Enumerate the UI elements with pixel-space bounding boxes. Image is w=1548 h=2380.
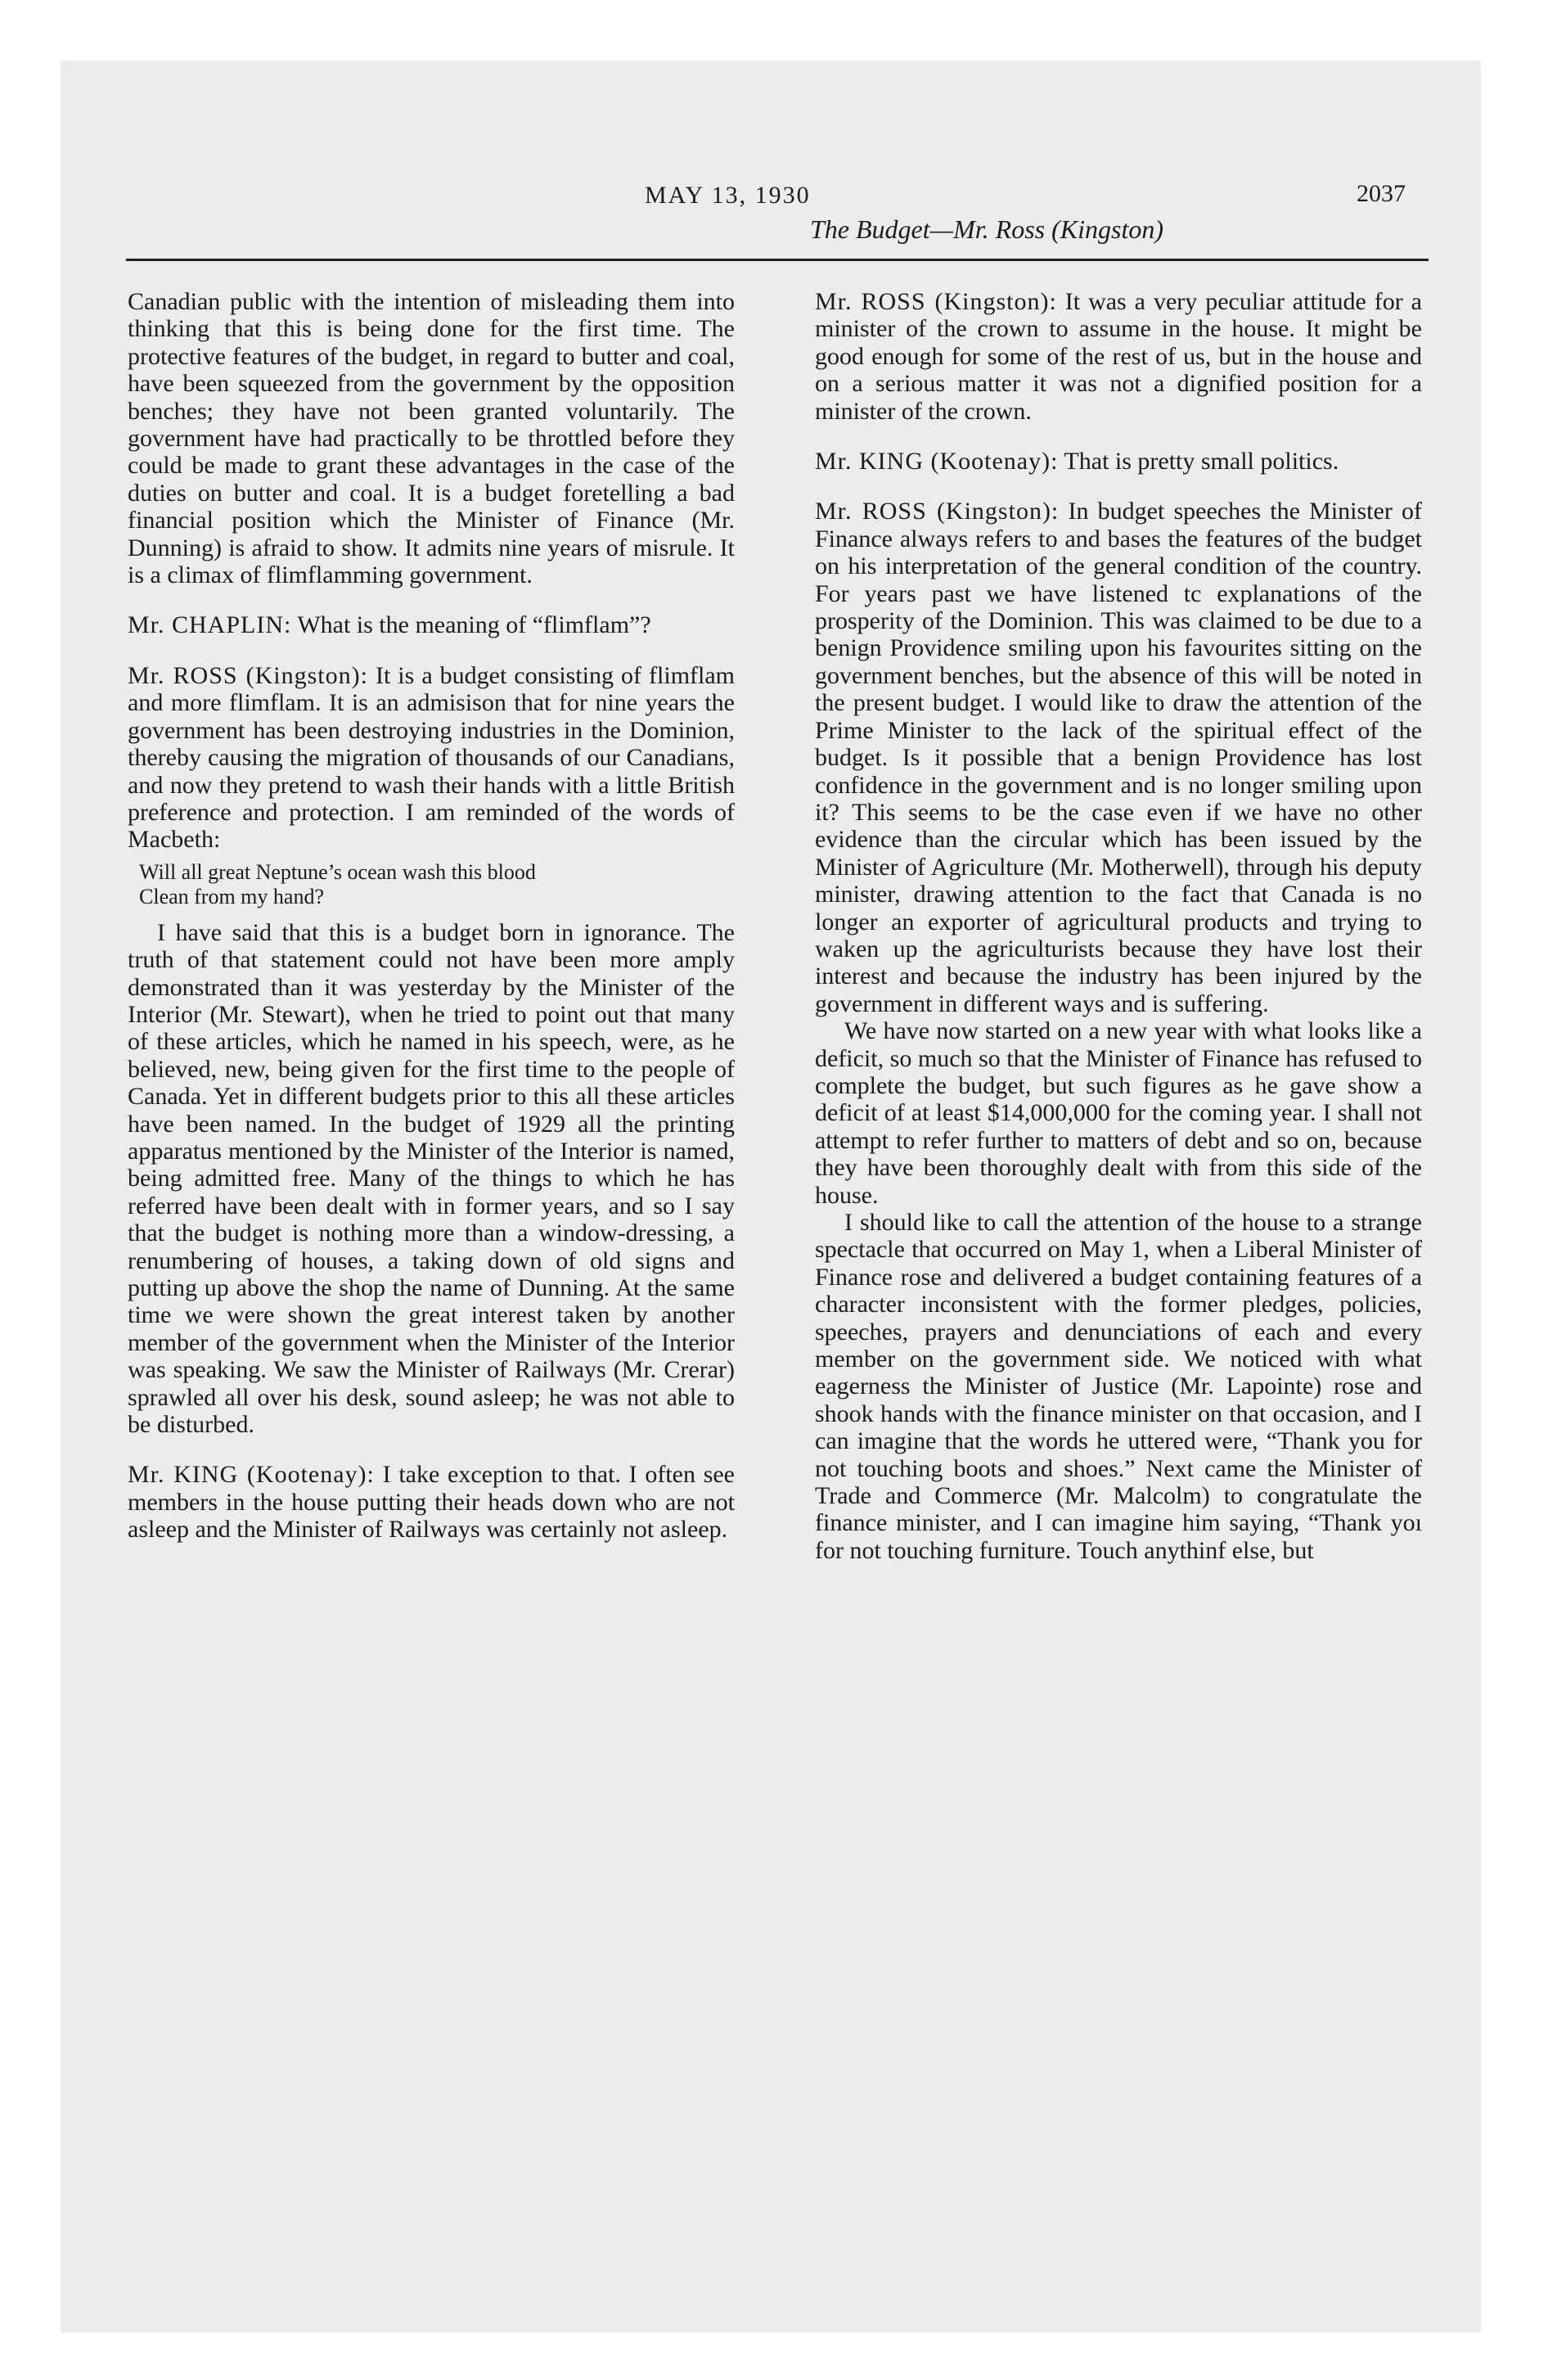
- left-paragraph-4: I have said that this is a budget born in ignorance. The truth of that statement could not have been more amply demonstrated than it was yesterday by the Minister of the Interior (Mr. Stewart), when he tried to point out that many of these articles, which he named in his speech, were, as he believed, new, being given for the first time to the people of Canada. Yet in different budgets prior to this all these articles have been named. In the budget of 1929 all the printing apparatus mentioned by the Minister of the Interior is named, being admitted free. Many of the things to which he has referred have been dealt with in former years, and so I say that the budget is nothing more than a window-dressing, a renumbering of houses, a taking down of old signs and putting up above the shop the name of Dunning. At the same time we were shown the great interest taken by another member of the government when the Minister of the Interior was speaking. We saw the Minister of Railways (Mr. Crerar) sprawled all over his desk, sound asleep; he was not able to be disturbed.: [128, 918, 735, 1439]
- right-paragraph-3: [815, 498, 1422, 1017]
- speaker-chaplin: Mr. CHAPLIN:: [128, 611, 292, 639]
- left-paragraph-3: [128, 662, 735, 854]
- right-paragraph-1: [815, 288, 1422, 425]
- header-date: MAY 13, 1930: [645, 182, 811, 209]
- running-title: The Budget—Mr. Ross (Kingston): [810, 214, 1163, 244]
- left-paragraph-1: Canadian public with the intention of misleading them into thinking that this is being done for the first time. The protective features of the budget, in regard to butter and coal, have been squeezed from the government by the opposition benches; they have not been granted voluntarily. The government have had practically to be throttled before they could be made to grant these advantages in the case of the duties on butter and coal. It is a budget foretelling a bad financial position which the Minister of Finance (Mr. Dunning) is afraid to show. It admits nine years of misrule. It is a climax of flimflamming government.: [128, 288, 735, 589]
- quote-line-1: Will all great Neptune’s ocean wash this blood: [139, 859, 536, 884]
- speech-text: In budget speeches the Minister of Finance always refers to and bases the features of the budget on his interpretation of the general condition of the country. For years past we have listened tc explanations of the prosperity of the Dominion. This was claimed to be due to a benign Providence smiling upon his favourites sitting on the government benches, but the absence of this will be noted in the present budget. I would like to draw the attention of the Prime Minister to the lack of the spiritual effect of the budget. Is it possible that a benign Providence has lost confidence in the government and is no longer smiling upon it? This seems to be the case even if we have no other evidence than the circular which has been issued by the Minister of Agriculture (Mr. Motherwell), through his deputy minister, drawing attention to the fact that Canada is no longer an exporter of agricultural products and trying to waken up the agriculturists because they have lost their interest and because the industry has been injured by the government in different ways and is suffering.: [815, 498, 1422, 1017]
- macbeth-quote: [139, 860, 735, 909]
- speech-text: It is a budget consisting of flimflam and more flimflam. It is an admisison that for nine years the government has been destroying industries in the Dominion, thereby causing the migration of thousands of our Canadians, and now they pretend to wash their hands with a little British preference and protection. I am reminded of the words of Macbeth:: [128, 661, 735, 854]
- right-column: [815, 288, 1422, 1564]
- speech-text: It was a very peculiar attitude for a minister of the crown to assume in the house. It might be good enough for some of the rest of us, but in the house and on a serious matter it was not a dignified position for a minister of the crown.: [815, 288, 1422, 425]
- page-header: [61, 118, 1481, 244]
- speech-text: That is pretty small politics.: [1064, 448, 1339, 476]
- hansard-page: [61, 61, 1481, 2333]
- right-paragraph-2: [815, 448, 1422, 475]
- page-number: 2037: [1357, 180, 1406, 207]
- speaker-ross: Mr. ROSS (Kingston):: [128, 661, 368, 689]
- speech-text: I take exception to that. I often see members in the house putting their heads down who are not asleep and the Minister of Railways was certainly not asleep.: [128, 1461, 735, 1544]
- right-paragraph-5: I should like to call the attention of the house to a strange spectacle that occurred on May 1, when a Liberal Minister of Finance rose and delivered a budget containing features of a character inconsistent with the former pledges, policies, speeches, prayers and denunciations of each and every member on the government side. We noticed with what eagerness the Minister of Justice (Mr. Lapointe) rose and shook hands with the finance minister on that occasion, and I can imagine that the words he uttered were, “Thank you for not touching boots and shoes.” Next came the Minister of Trade and Commerce (Mr. Malcolm) to congratulate the finance minister, and I can imagine him saying, “Thank yoı for not touching furniture. Touch anythinf else, but: [815, 1209, 1422, 1564]
- header-rule: [126, 259, 1429, 261]
- right-paragraph-4: We have now started on a new year with what looks like a deficit, so much so that the Minister of Finance has refused to complete the budget, but such figures as he gave show a deficit of at least $14,000,000 for the coming year. I shall not attempt to refer further to matters of debt and so on, because they have been thoroughly dealt with from this side of the house.: [815, 1017, 1422, 1209]
- speaker-ross: Mr. ROSS (Kingston):: [815, 498, 1060, 525]
- quote-line-2: Clean from my hand?: [139, 884, 324, 908]
- speaker-ross: Mr. ROSS (Kingston):: [815, 288, 1057, 315]
- speech-text: What is the meaning of “flimflam”?: [297, 611, 651, 639]
- left-paragraph-5: [128, 1461, 735, 1543]
- left-paragraph-2: [128, 611, 735, 638]
- speaker-king: Mr. KING (Kootenay):: [128, 1461, 375, 1489]
- speaker-king: Mr. KING (Kootenay):: [815, 448, 1059, 476]
- left-column: [128, 288, 735, 1544]
